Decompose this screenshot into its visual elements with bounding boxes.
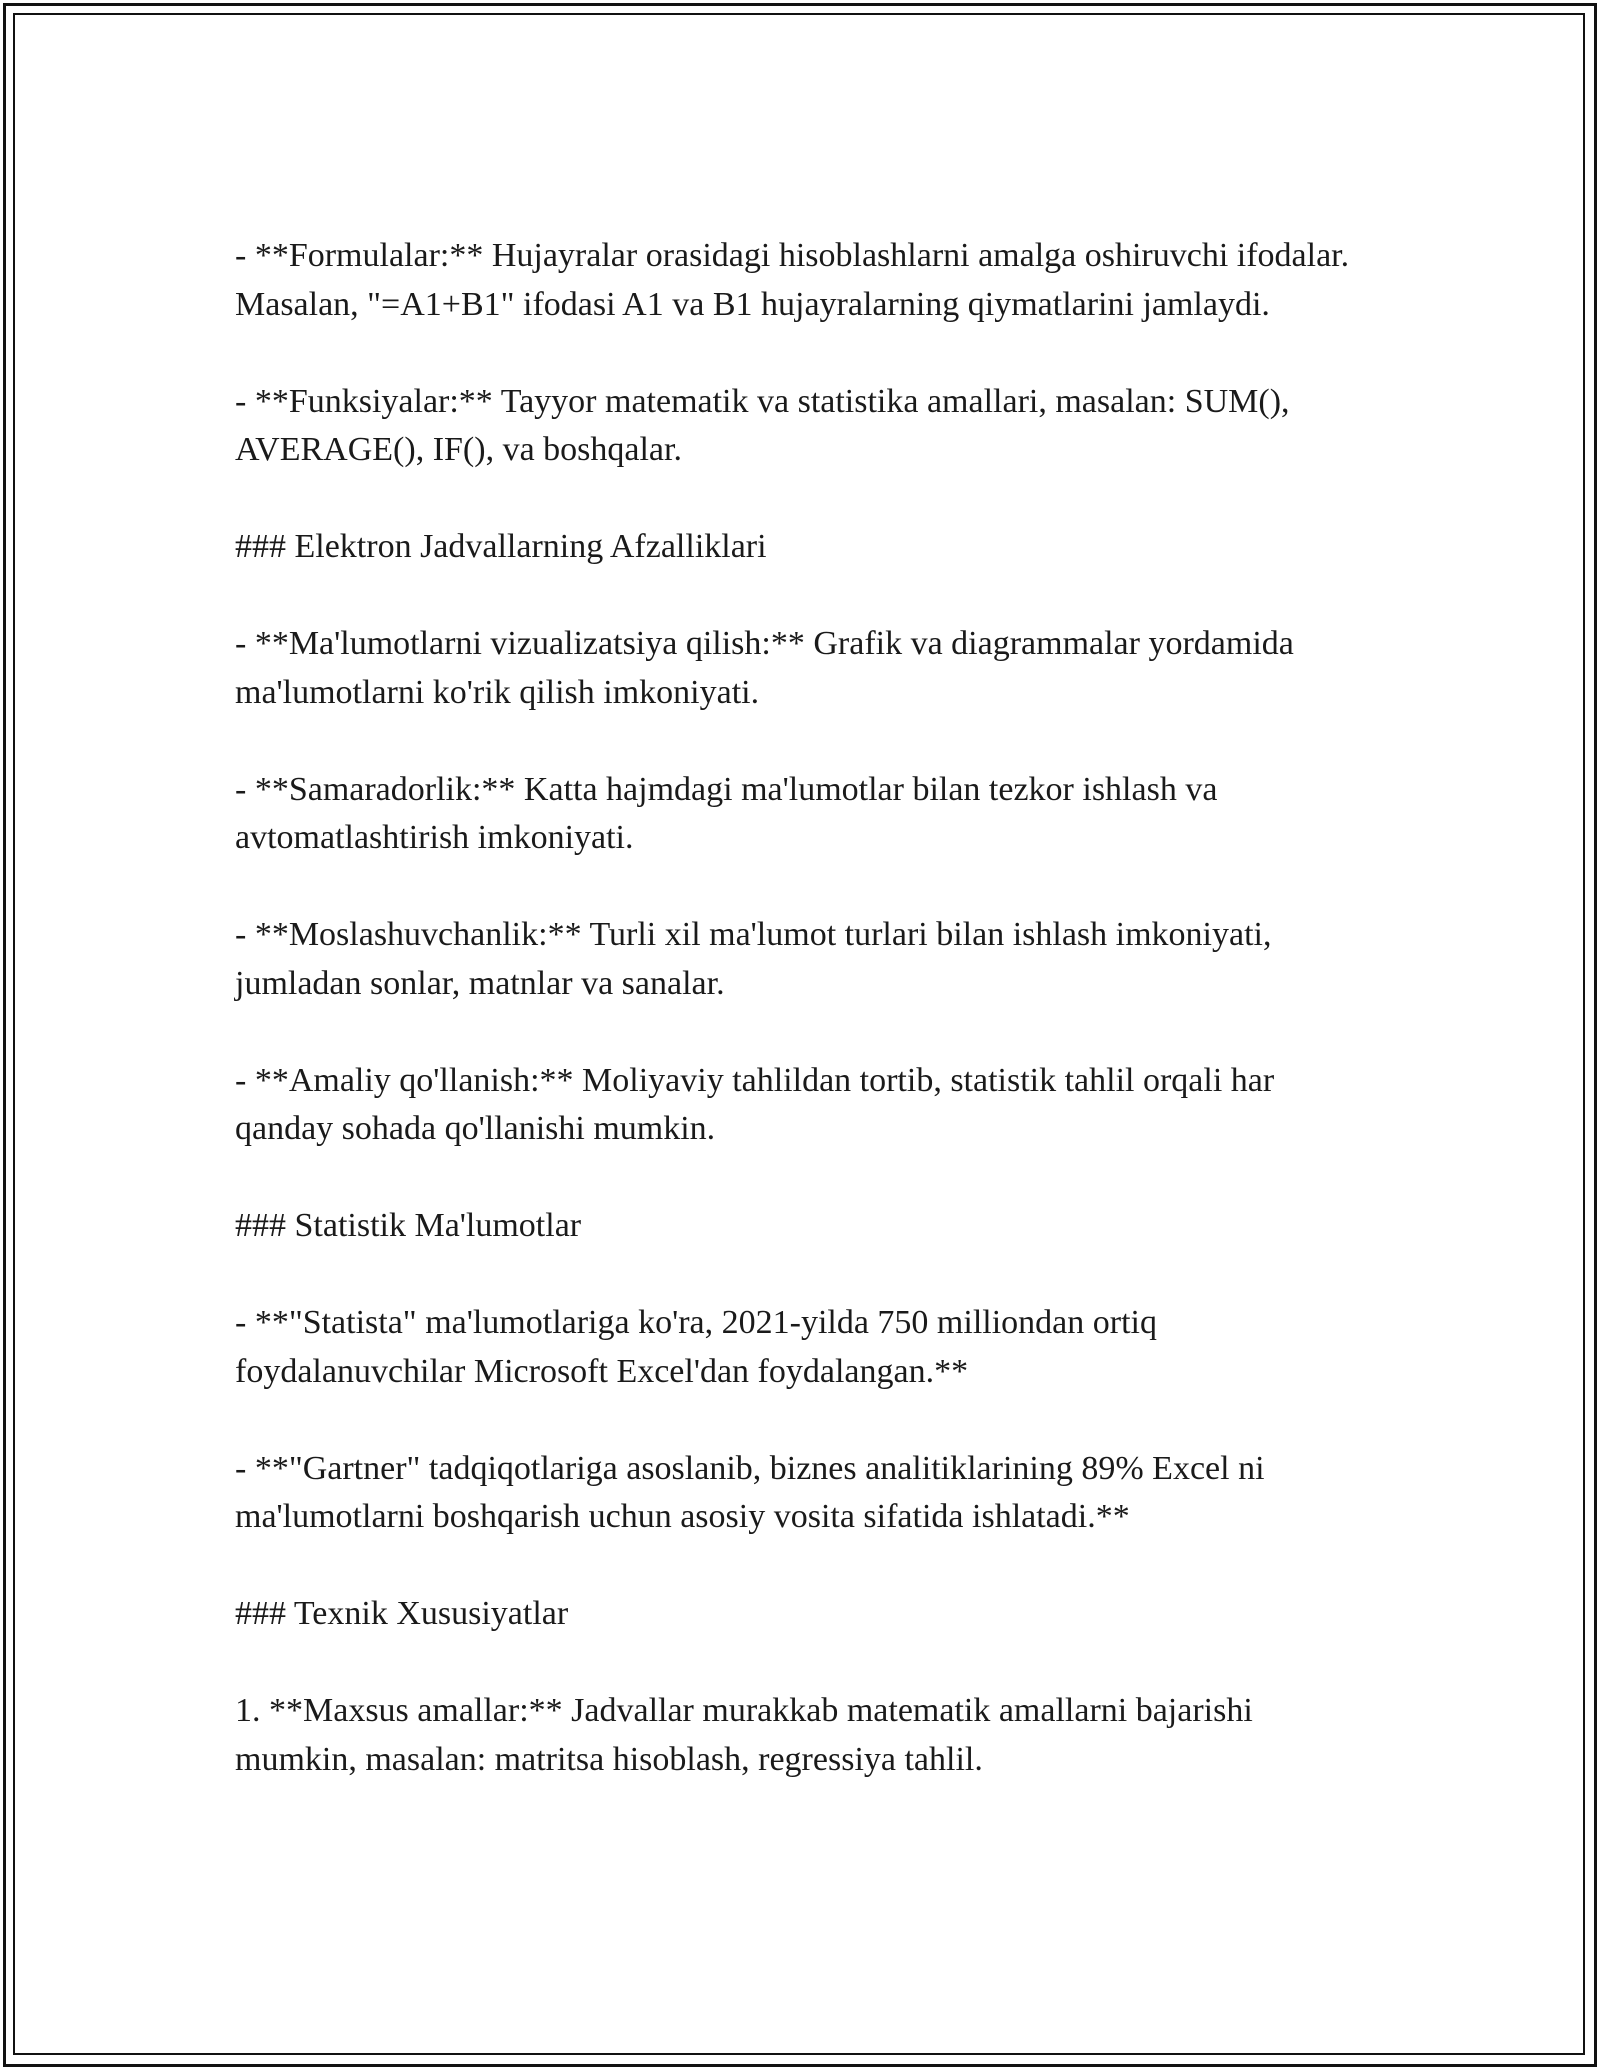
heading-afzalliklari: ### Elektron Jadvallarning Afzalliklari xyxy=(235,528,767,565)
paragraph-statista: - **"Statista" ma'lumotlariga ko'ra, 2021-yilda 750 milliondan ortiq foydalanuvchilar Microsoft Excel'dan foydalangan.** xyxy=(235,1304,1157,1390)
paragraph-vizualizatsiya: - **Ma'lumotlarni vizualizatsiya qilish:** Grafik va diagrammalar yordamida ma'lumotlarni ko'rik qilish imkoniyati. xyxy=(235,625,1294,711)
document-body xyxy=(235,232,1365,1784)
paragraph-maxsus-amallar: 1. **Maxsus amallar:** Jadvallar murakkab matematik amallarni bajarishi mumkin, masalan: matritsa hisoblash, regressiya tahlil. xyxy=(235,1692,1253,1778)
paragraph-samaradorlik: - **Samaradorlik:** Katta hajmdagi ma'lumotlar bilan tezkor ishlash va avtomatlashtirish imkoniyati. xyxy=(235,770,1218,856)
paragraph-formulalar: - **Formulalar:** Hujayralar orasidagi hisoblashlarni amalga oshiruvchi ifodalar. Masalan, "=A1+B1" ifodasi A1 va B1 hujayralarning qiymatlarini jamlaydi. xyxy=(235,237,1350,323)
paragraph-amaliy: - **Amaliy qo'llanish:** Moliyaviy tahlildan tortib, statistik tahlil orqali har qanday sohada qo'llanishi mumkin. xyxy=(235,1061,1275,1147)
heading-texnik: ### Texnik Xususiyatlar xyxy=(235,1595,569,1632)
heading-statistik: ### Statistik Ma'lumotlar xyxy=(235,1207,582,1244)
paragraph-moslashuvchanlik: - **Moslashuvchanlik:** Turli xil ma'lumot turlari bilan ishlash imkoniyati, jumladan sonlar, matnlar va sanalar. xyxy=(235,916,1272,1002)
paragraph-gartner: - **"Gartner" tadqiqotlariga asoslanib, biznes analitiklarining 89% Excel ni ma'lumotlarni boshqarish uchun asosiy vosita sifatida ishlatadi.** xyxy=(235,1449,1265,1535)
paragraph-funksiyalar: - **Funksiyalar:** Tayyor matematik va statistika amallari, masalan: SUM(), AVERAGE(), IF(), va boshqalar. xyxy=(235,382,1290,468)
